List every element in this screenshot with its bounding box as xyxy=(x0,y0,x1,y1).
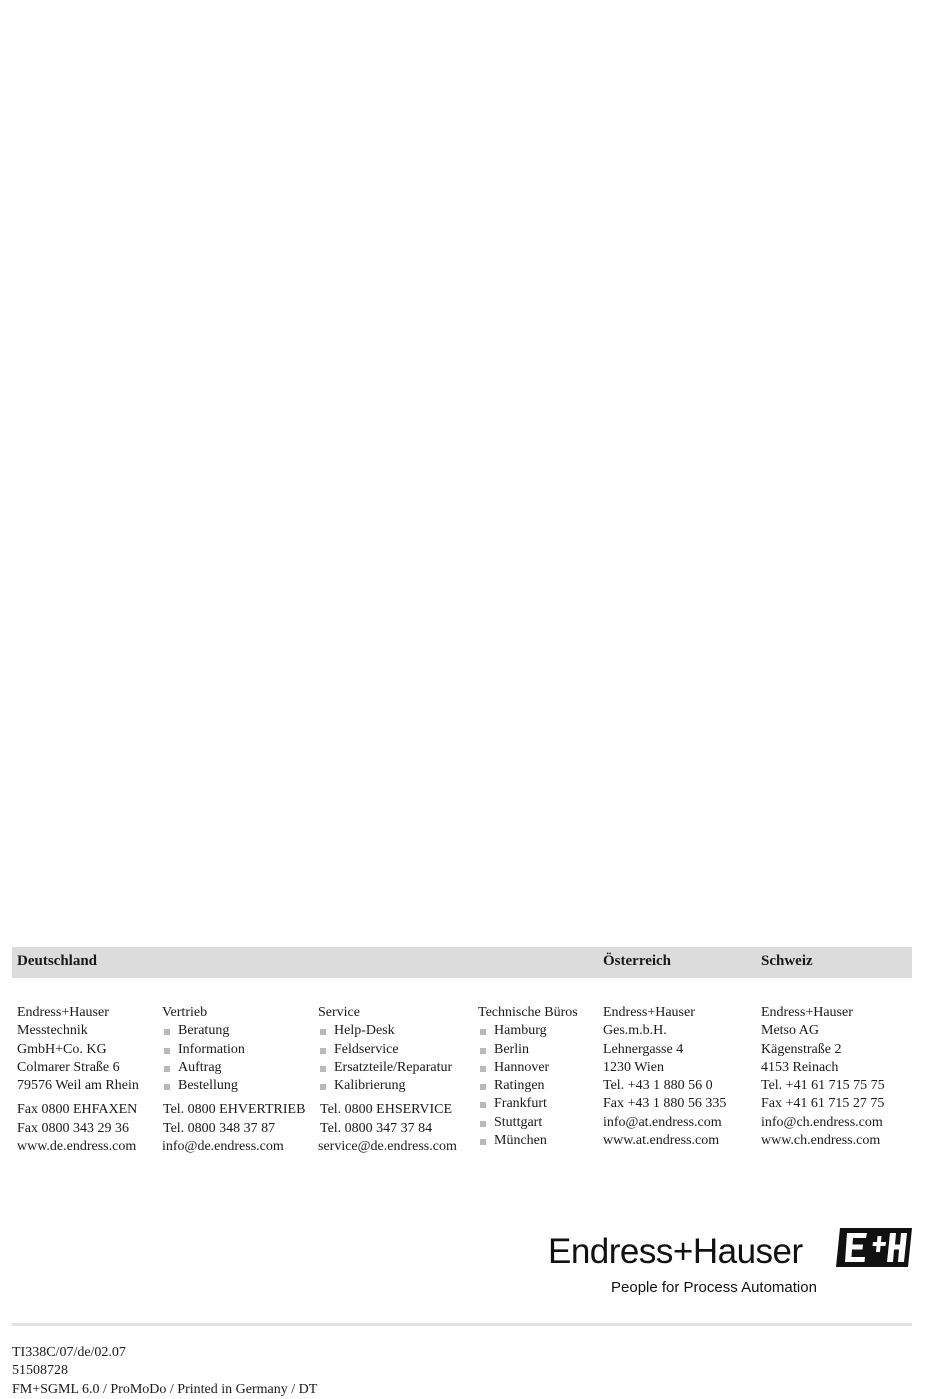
buros-list-item: Stuttgart xyxy=(478,1114,578,1132)
heading-deutschland: Deutschland xyxy=(17,953,98,969)
de-address-line: 79576 Weil am Rhein xyxy=(17,1078,139,1094)
de-address-column xyxy=(17,1004,139,1156)
footer-divider xyxy=(12,1323,912,1326)
at-tel: Tel. +43 1 880 56 0 xyxy=(603,1078,713,1094)
bullet-square-icon xyxy=(164,1048,170,1054)
de-address-line: Endress+Hauser xyxy=(17,1005,109,1020)
logo-wordmark: Endress+Hauser xyxy=(548,1232,803,1271)
ch-tel: Tel. +41 61 715 75 75 xyxy=(761,1078,885,1094)
buros-list-item: Hannover xyxy=(478,1059,578,1077)
heading-schweiz: Schweiz xyxy=(761,953,813,969)
buros-column xyxy=(478,1004,578,1150)
service-list-item: Help-Desk xyxy=(318,1022,457,1040)
ch-line: Endress+Hauser xyxy=(761,1005,853,1020)
at-line: Endress+Hauser xyxy=(603,1005,695,1020)
bullet-square-icon xyxy=(164,1084,170,1090)
de-website-link[interactable]: www.de.endress.com xyxy=(17,1139,137,1155)
service-list-item: Ersatzteile/Reparatur xyxy=(318,1059,457,1077)
buros-list-item: Berlin xyxy=(478,1041,578,1059)
bullet-square-icon xyxy=(480,1084,486,1090)
service-tel-number: Tel. 0800 347 37 84 xyxy=(320,1120,433,1136)
bullet-square-icon xyxy=(480,1066,486,1072)
at-website-link[interactable]: www.at.endress.com xyxy=(603,1133,720,1149)
bullet-square-icon xyxy=(320,1029,326,1035)
ch-column xyxy=(761,1004,885,1150)
de-fax-number: Fax 0800 343 29 36 xyxy=(17,1120,129,1136)
ch-fax: Fax +41 61 715 27 75 xyxy=(761,1096,885,1112)
bullet-square-icon xyxy=(164,1066,170,1072)
service-list-item: Kalibrierung xyxy=(318,1077,457,1095)
bullet-square-icon xyxy=(320,1066,326,1072)
document-code: TI338C/07/de/02.07 xyxy=(12,1345,126,1360)
at-line: Lehnergasse 4 xyxy=(603,1041,684,1057)
bullet-square-icon xyxy=(480,1139,486,1145)
vertrieb-list-item: Information xyxy=(162,1041,305,1059)
bullet-square-icon xyxy=(480,1121,486,1127)
bullet-square-icon xyxy=(480,1029,486,1035)
eh-logo-mark-icon xyxy=(836,1228,912,1267)
service-email-link[interactable]: service@de.endress.com xyxy=(318,1139,457,1155)
bullet-square-icon xyxy=(480,1048,486,1054)
de-address-line: GmbH+Co. KG xyxy=(17,1041,107,1057)
vertrieb-title: Vertrieb xyxy=(162,1005,208,1020)
vertrieb-email-link[interactable]: info@de.endress.com xyxy=(162,1139,284,1155)
buros-list-item: Hamburg xyxy=(478,1022,578,1040)
de-address-line: Colmarer Straße 6 xyxy=(17,1059,120,1075)
de-fax-text: Fax 0800 EHFAXEN xyxy=(17,1102,138,1118)
at-line: Ges.m.b.H. xyxy=(603,1023,667,1039)
vertrieb-list-item: Auftrag xyxy=(162,1059,305,1077)
at-column xyxy=(603,1004,726,1150)
buros-list-item: München xyxy=(478,1132,578,1150)
de-address-line: Messtechnik xyxy=(17,1023,88,1039)
buros-list-item: Frankfurt xyxy=(478,1095,578,1113)
document-number: 51508728 xyxy=(12,1363,68,1379)
endress-hauser-logo xyxy=(548,1228,912,1300)
service-tel-text: Tel. 0800 EHSERVICE xyxy=(320,1102,453,1118)
bullet-square-icon xyxy=(320,1084,326,1090)
ch-line: Metso AG xyxy=(761,1023,819,1039)
vertrieb-column xyxy=(162,1004,305,1156)
ch-website-link[interactable]: www.ch.endress.com xyxy=(761,1133,881,1149)
vertrieb-tel-text: Tel. 0800 EHVERTRIEB xyxy=(163,1102,306,1118)
service-column xyxy=(318,1004,457,1156)
vertrieb-list-item: Beratung xyxy=(162,1022,305,1040)
vertrieb-tel-number: Tel. 0800 348 37 87 xyxy=(163,1120,276,1136)
logo-tagline: People for Process Automation xyxy=(611,1279,817,1296)
at-line: 1230 Wien xyxy=(603,1059,665,1075)
bullet-square-icon xyxy=(320,1048,326,1054)
ch-line: Kägenstraße 2 xyxy=(761,1041,842,1057)
ch-email-link[interactable]: info@ch.endress.com xyxy=(761,1114,883,1130)
heading-oesterreich: Österreich xyxy=(603,953,672,969)
document-footer xyxy=(12,1344,317,1399)
vertrieb-list-item: Bestellung xyxy=(162,1077,305,1095)
service-list-item: Feldservice xyxy=(318,1041,457,1059)
buros-title: Technische Büros xyxy=(478,1005,578,1020)
ch-line: 4153 Reinach xyxy=(761,1059,839,1075)
bullet-square-icon xyxy=(164,1029,170,1035)
buros-list-item: Ratingen xyxy=(478,1077,578,1095)
at-email-link[interactable]: info@at.endress.com xyxy=(603,1114,722,1130)
bullet-square-icon xyxy=(480,1102,486,1108)
print-info: FM+SGML 6.0 / ProMoDo / Printed in Germany / DT xyxy=(12,1381,318,1397)
service-title: Service xyxy=(318,1005,360,1020)
at-fax: Fax +43 1 880 56 335 xyxy=(603,1096,727,1112)
